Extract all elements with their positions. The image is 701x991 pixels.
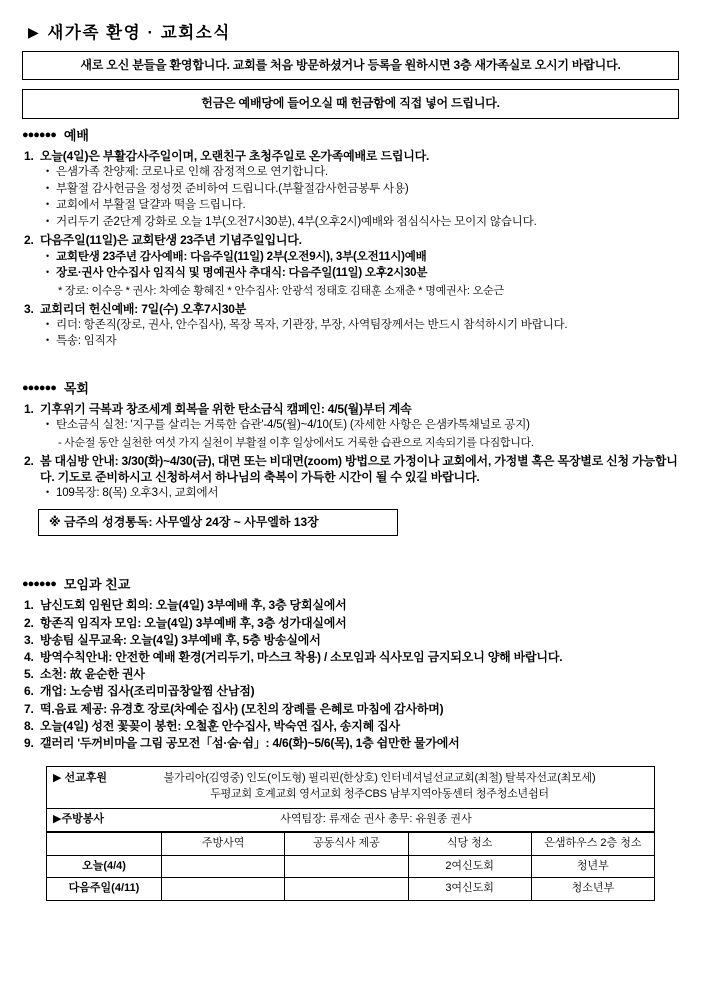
item-number: 6. — [24, 684, 34, 699]
bullet-icon: • — [46, 250, 49, 261]
list-item — [46, 334, 683, 350]
item-text: 오늘(4일)은 부활감사주일이며, 오랜친구 초청주일로 온가족예배로 드립니다. — [40, 149, 430, 164]
section-heading-worship — [22, 127, 683, 145]
list-item — [24, 701, 683, 717]
section-heading-ministry — [22, 380, 683, 398]
bullet-icon: • — [46, 166, 49, 177]
item-text: 교회리더 헌신예배: 7일(수) 오후7시30분 — [40, 301, 247, 316]
item-number: 3. — [24, 301, 34, 316]
list-item — [46, 266, 683, 282]
sub-item-text: 교회에서 부활절 달걀과 떡을 드립니다. — [56, 199, 246, 212]
list-item — [24, 718, 683, 734]
sub-item-text: 은샘가족 찬양제: 코로나로 인해 잠정적으로 연기합니다. — [56, 166, 328, 179]
item-text: 오늘(4일) 성전 꽃꽂이 봉헌: 오철훈 안수집사, 박숙연 집사, 송지혜 집사 — [40, 718, 400, 733]
section-title: 모임과 친교 — [63, 576, 131, 592]
mission-support-list — [111, 771, 648, 803]
list-item — [24, 615, 683, 631]
item-text: 봄 대심방 안내: 3/30(화)~4/30(금), 대면 또는 비대면(zoom) 방법으로 가정이나 교회에서, 가정별 혹은 목장별로 신청 가능합니다. 기도로 준비하시고 신청하셔서 하나님의 축복이 가득한 시간이 될 수 있길 바랍니다. — [40, 453, 678, 484]
list-item — [24, 649, 683, 665]
list-item — [24, 683, 683, 699]
carbon-fast-note: - 사순절 동안 실천한 여섯 가지 실천이 부활절 이후 일상에서도 거룩한 습관으로 지속되기를 다짐합니다. — [58, 436, 534, 449]
sub-item-text: 거리두기 준2단계 강화로 오늘 1부(오전7시30분), 4부(오후2시)예배와 점심식사는 모이지 않습니다. — [56, 215, 537, 228]
sub-item-text: 탄소금식 실천: '지구를 살리는 거룩한 습관'-4/5(월)~4/10(토) (자세한 사항은 은샘카톡채널로 공지) — [56, 419, 530, 432]
bullet-icon: • — [46, 487, 49, 498]
list-item — [24, 301, 683, 350]
table-cell — [285, 878, 408, 901]
sub-list — [24, 318, 683, 350]
column-header: 주방사역 — [162, 832, 285, 855]
bullet-icon: • — [46, 419, 49, 430]
section-title: 목회 — [63, 380, 89, 396]
scripture-reading-box: ※ 금주의 성경통독: 사무엘상 24장 ~ 사무엘하 13장 — [38, 509, 398, 536]
welcome-banner: 새로 오신 분들을 환영합니다. 교회를 처음 방문하셨거나 등록을 원하시면 3층 새가족실로 오시기 바랍니다. — [22, 51, 679, 80]
row-label: 다음주일(4/11) — [47, 878, 162, 901]
sub-item-text: 교회탄생 23주년 감사예배: 다음주일(11일) 2부(오전9시), 3부(오전11시)예배 — [56, 250, 427, 263]
sub-item-text: 장로·권사 안수집사 임직식 및 명예권사 추대식: 다음주일(11일) 오후2시30분 — [56, 267, 428, 280]
list-item — [46, 318, 683, 334]
item-text: 방송팀 실무교육: 오늘(4일) 3부예배 후, 5층 방송실에서 — [40, 632, 321, 647]
duty-table — [46, 832, 655, 902]
sub-list — [24, 165, 683, 230]
item-text: 소천: 故 윤순한 권사 — [40, 667, 145, 682]
bullet-icon: • — [46, 215, 49, 226]
bullet-icon: • — [46, 318, 49, 329]
bullet-icon: • — [46, 335, 49, 346]
item-text: 개업: 노승범 집사(조리미곱창알찜 산남점) — [40, 684, 255, 699]
column-header: 공동식사 제공 — [285, 832, 408, 855]
table-row — [47, 878, 655, 901]
section-title: 예배 — [63, 127, 89, 143]
sub-item-text: 부활절 감사헌금을 정성껏 준비하여 드립니다.(부활절감사헌금봉투 사용) — [56, 182, 409, 195]
fellowship-list — [18, 597, 683, 751]
list-item — [46, 486, 683, 502]
list-item — [46, 215, 683, 231]
list-item — [24, 597, 683, 613]
bullet-icon: • — [46, 267, 49, 278]
table-cell: 청소년부 — [531, 878, 654, 901]
item-text: 기후위기 극복과 창조세계 회복을 위한 탄소금식 캠페인: 4/5(월)부터 계속 — [40, 402, 412, 417]
list-item — [46, 198, 683, 214]
page-title — [28, 22, 683, 44]
table-row — [47, 855, 655, 878]
item-number: 2. — [24, 453, 34, 468]
column-header — [47, 832, 162, 855]
item-text: 항존직 임직자 모임: 오늘(4일) 3부예배 후, 3층 성가대실에서 — [40, 615, 347, 630]
item-text: 다음주일(11일)은 교회탄생 23주년 기념주일입니다. — [40, 233, 302, 248]
row-label: 오늘(4/4) — [47, 855, 162, 878]
dots-icon: ●●●●●● — [22, 381, 56, 394]
triangle-icon: ▶ — [53, 772, 62, 785]
mission-support-box — [46, 766, 655, 809]
item-number: 2. — [24, 615, 34, 630]
table-cell: 2여신도회 — [408, 855, 531, 878]
mission-support-label-text: 선교후원 — [64, 772, 108, 785]
sub-item-text: 특송: 임직자 — [56, 335, 117, 348]
bullet-icon: • — [46, 199, 49, 210]
bullet-icon: • — [46, 182, 49, 193]
table-cell — [162, 855, 285, 878]
item-number: 1. — [24, 598, 34, 613]
sub-item-text: 리더: 항존직(장로, 권사, 안수집사), 목장 목자, 기관장, 부장, 사역팀장께서는 반드시 참석하시기 바랍니다. — [56, 318, 568, 331]
ministry-list — [18, 401, 683, 501]
item-text: 남신도회 임원단 회의: 오늘(4일) 3부예배 후, 3층 당회실에서 — [40, 598, 347, 613]
list-item — [24, 735, 683, 751]
item-number: 3. — [24, 632, 34, 647]
table-header-row — [47, 832, 655, 855]
mission-support-line: 불가리아(김영중) 인도(이도형) 필리핀(한상호) 인터네셔널선교교회(최철) 탈북자선교(최모세) — [163, 772, 596, 785]
ordination-names: * 장로: 이수응 * 권사: 차예순 황혜진 * 안수집사: 안광석 정태호 김태훈 소재춘 * 명예권사: 오순근 — [58, 284, 504, 297]
item-number: 1. — [24, 402, 34, 417]
sub-list — [24, 486, 683, 502]
item-number: 8. — [24, 718, 34, 733]
item-text: 갤러리 '두꺼비마을 그림 공모전「섬·숨·쉼」: 4/6(화)~5/6(목), 1층 쉼만한 물가에서 — [40, 735, 460, 750]
item-number: 2. — [24, 233, 34, 248]
list-item — [24, 632, 683, 648]
item-number: 7. — [24, 701, 34, 716]
list-item — [46, 250, 683, 266]
item-number: 1. — [24, 149, 34, 164]
table-cell: 3여신도회 — [408, 878, 531, 901]
table-cell — [285, 855, 408, 878]
triangle-icon: ▶ — [28, 24, 41, 41]
table-cell — [162, 878, 285, 901]
mission-support-label — [53, 771, 111, 786]
table-cell: 청년부 — [531, 855, 654, 878]
column-header: 식당 청소 — [408, 832, 531, 855]
kitchen-service-leaders: 사역팀장: 류재순 권사 총무: 유원종 권사 — [280, 812, 472, 825]
dots-icon: ●●●●●● — [22, 128, 56, 141]
list-item — [46, 418, 683, 434]
sub-list — [24, 418, 683, 434]
column-header: 은샘하우스 2층 청소 — [531, 832, 654, 855]
offering-banner: 헌금은 예배당에 들어오실 때 헌금함에 직접 넣어 드립니다. — [22, 89, 679, 118]
worship-list — [18, 148, 683, 350]
dots-icon: ●●●●●● — [22, 578, 56, 591]
item-number: 5. — [24, 667, 34, 682]
section-heading-fellowship — [22, 576, 683, 594]
sub-list — [24, 250, 683, 282]
kitchen-service-label-text: 주방봉사 — [61, 812, 104, 825]
kitchen-service-label — [53, 812, 104, 827]
list-item — [46, 165, 683, 181]
item-text: 방역수칙안내: 안전한 예배 환경(거리두기, 마스크 착용) / 소모임과 식사모임 금지되오니 양해 바랍니다. — [40, 650, 563, 664]
list-item — [24, 232, 683, 298]
mission-support-line: 두평교회 호계교회 영서교회 청주CBS 남부지역아동센터 청주청소년쉼터 — [210, 787, 549, 800]
item-number: 9. — [24, 735, 34, 750]
item-number: 4. — [24, 650, 34, 664]
list-item — [24, 401, 683, 451]
list-item — [24, 148, 683, 230]
list-item — [24, 666, 683, 682]
page-title-text: 새가족 환영 · 교회소식 — [47, 24, 231, 42]
item-text: 떡.음료 제공: 유경호 장로(차예순 집사) (모친의 장례를 은혜로 마침에 감사하며) — [40, 701, 444, 716]
list-item — [24, 453, 683, 502]
sub-item-text: 109목장: 8(목) 오후3시, 교회에서 — [56, 487, 219, 500]
kitchen-service-header — [46, 809, 655, 832]
list-item — [46, 182, 683, 198]
triangle-icon: ▶ — [53, 812, 62, 825]
